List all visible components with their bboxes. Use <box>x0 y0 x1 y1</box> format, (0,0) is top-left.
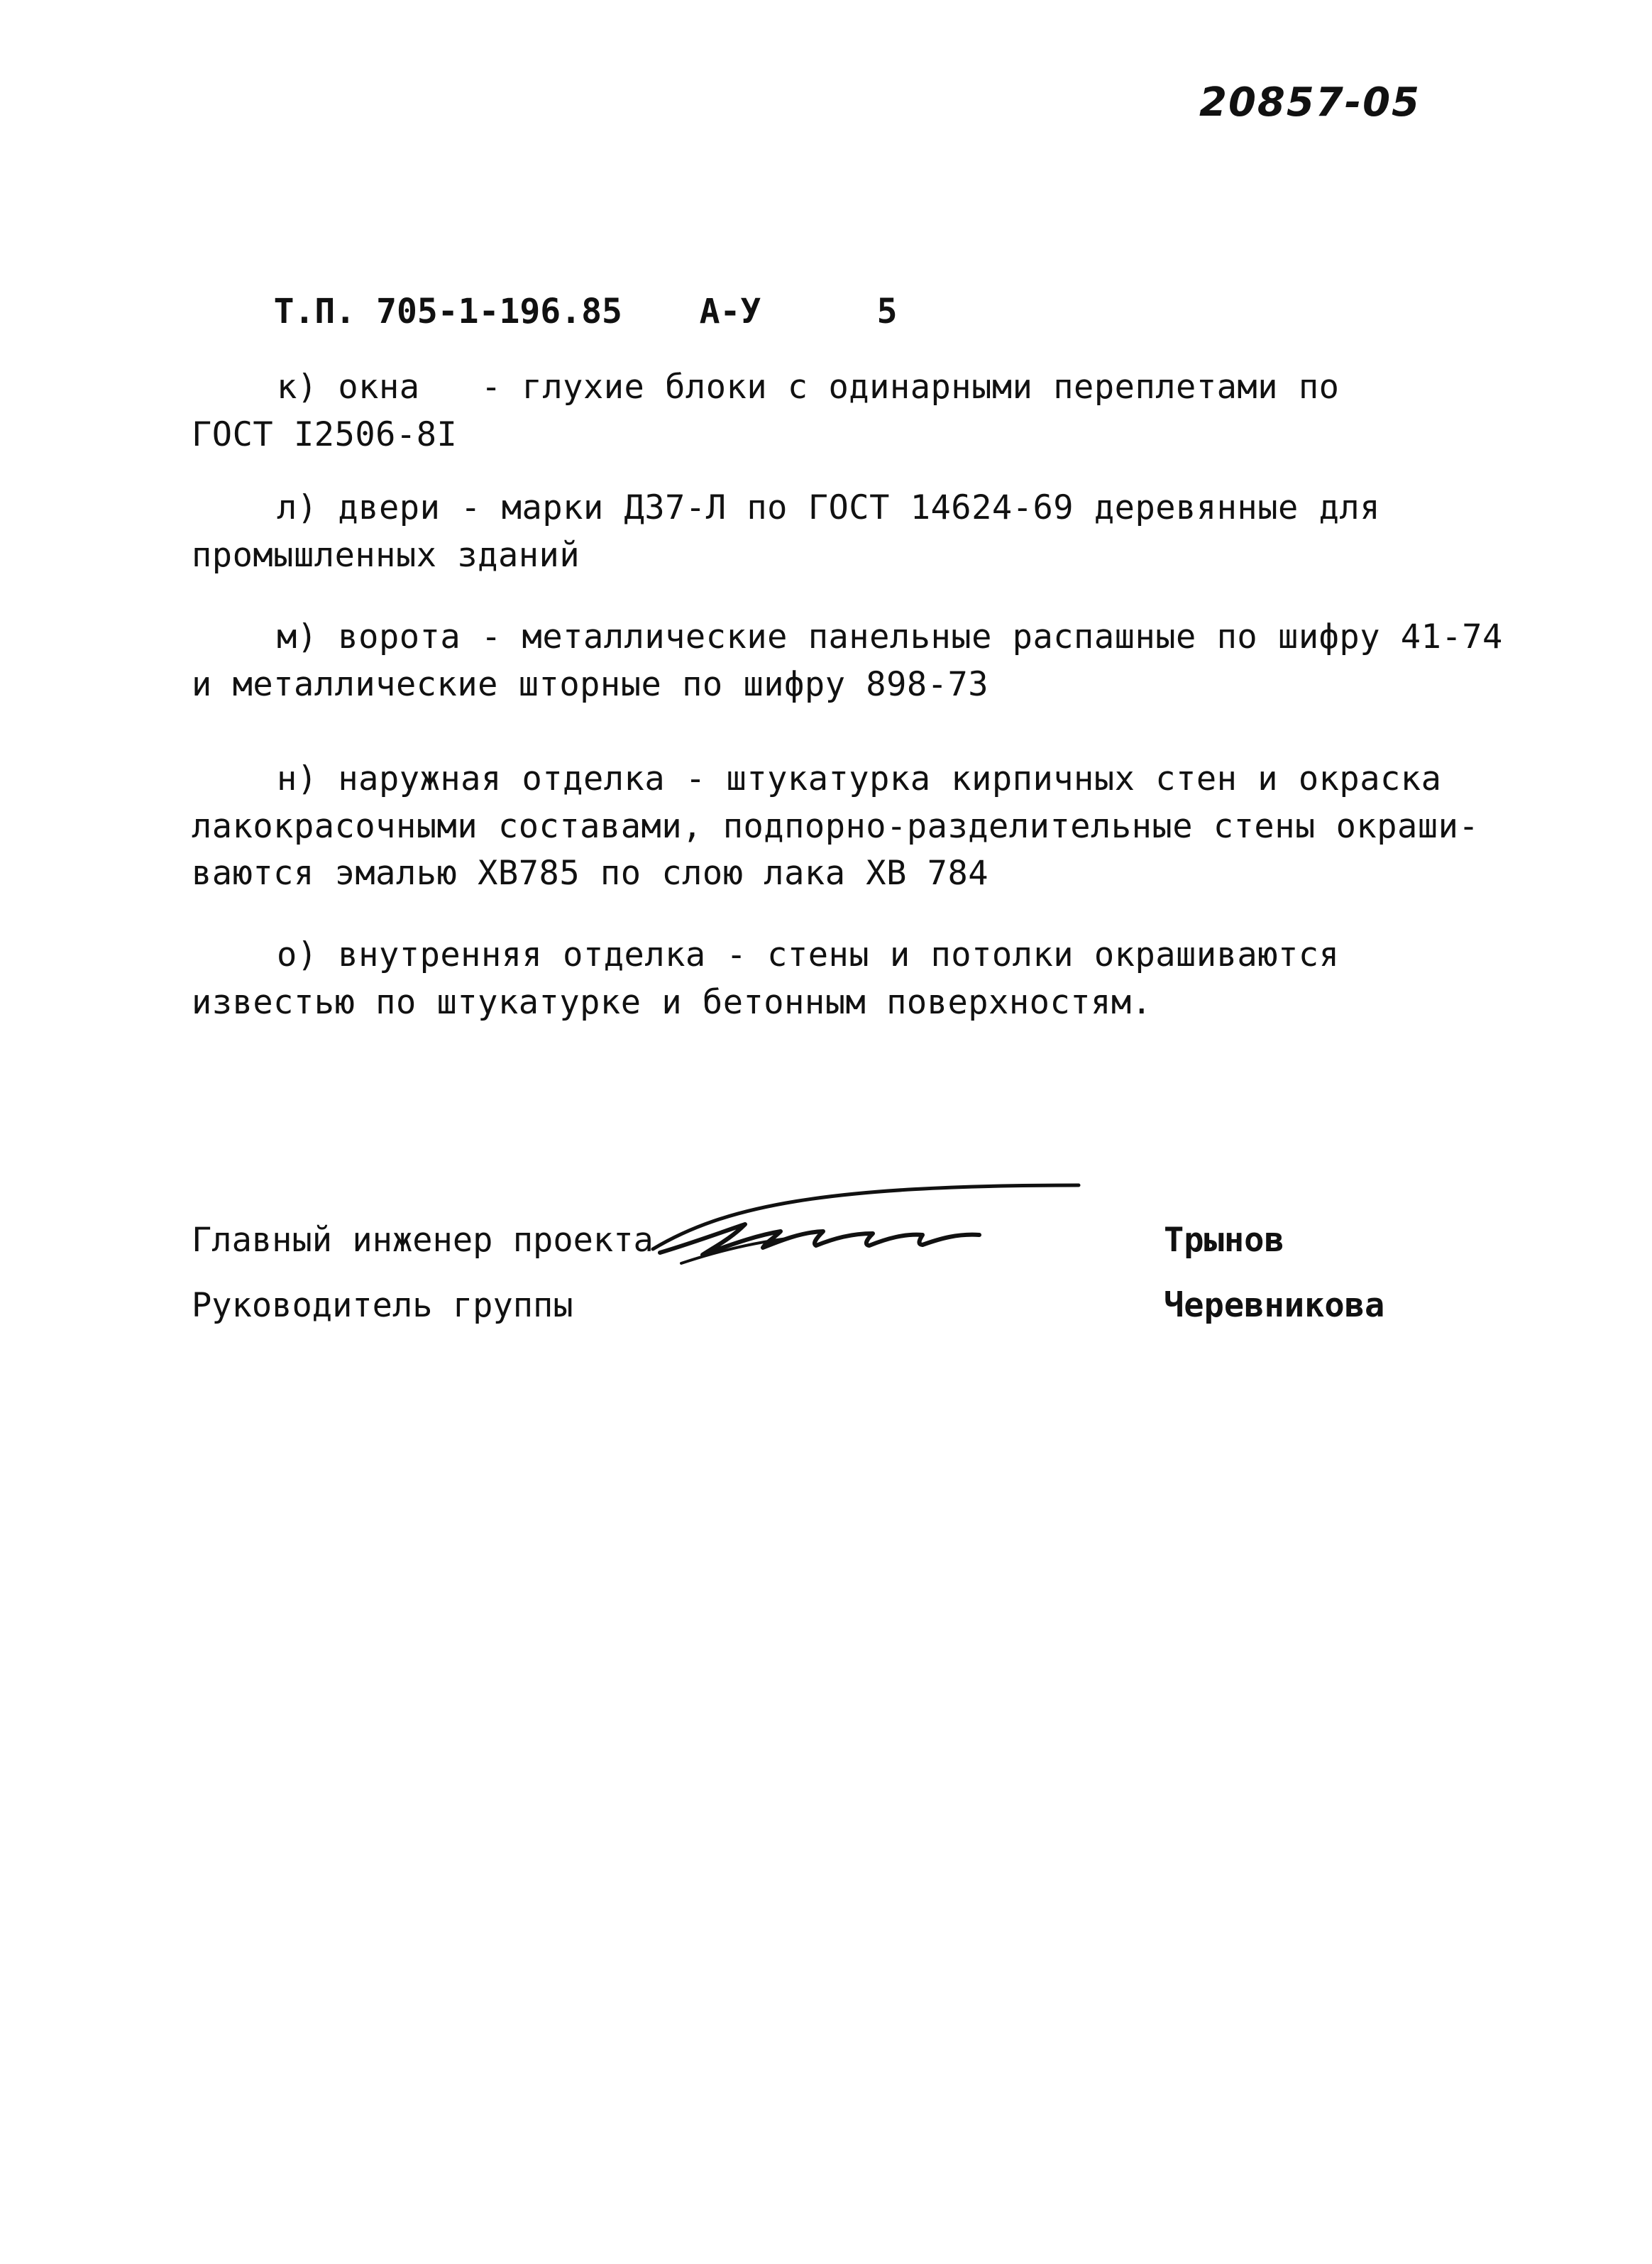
document-number: 20857-05 <box>1199 79 1421 126</box>
paragraph-o-line-2: известью по штукатурке и бетонным поверхностям. <box>192 983 1152 1022</box>
paragraph-n-line-2: лакокрасочными составами, подпорно-разделительные стены окраши- <box>192 807 1480 846</box>
paragraph-k-line-2: ГОСТ I2506-8I <box>192 415 458 454</box>
paragraph-o-line-1: о) внутренняя отделка - стены и потолки окрашиваются <box>277 935 1340 974</box>
document-header <box>192 252 898 371</box>
handwritten-signature <box>639 1164 1093 1292</box>
paragraph-n-line-3: ваются эмалью ХВ785 по слою лака ХВ 784 <box>192 854 989 893</box>
chief-engineer-name: Трынов <box>1164 1221 1284 1260</box>
chief-engineer-label: Главный инженер проекта <box>192 1221 654 1260</box>
section-mark: А-У <box>699 292 761 331</box>
project-code: Т.П. 705-1-196.85 <box>273 292 622 331</box>
paragraph-l-line-2: промышленных зданий <box>192 536 580 575</box>
group-leader-name: Черевникова <box>1164 1286 1385 1325</box>
paragraph-m-line-1: м) ворота - металлические панельные распашные по шифру 41-74 <box>277 617 1503 656</box>
paragraph-k-line-1: к) окна - глухие блоки с одинарными переплетами по <box>277 368 1340 407</box>
paragraph-m-line-2: и металлические шторные по шифру 898-73 <box>192 665 989 704</box>
paragraph-n-line-1: н) наружная отделка - штукатурка кирпичных стен и окраска <box>277 759 1442 798</box>
group-leader-label: Руководитель группы <box>192 1286 573 1325</box>
paragraph-l-line-1: л) двери - марки Д37-Л по ГОСТ 14624-69 деревянные для <box>277 488 1381 527</box>
sheet-number: 5 <box>876 292 898 331</box>
